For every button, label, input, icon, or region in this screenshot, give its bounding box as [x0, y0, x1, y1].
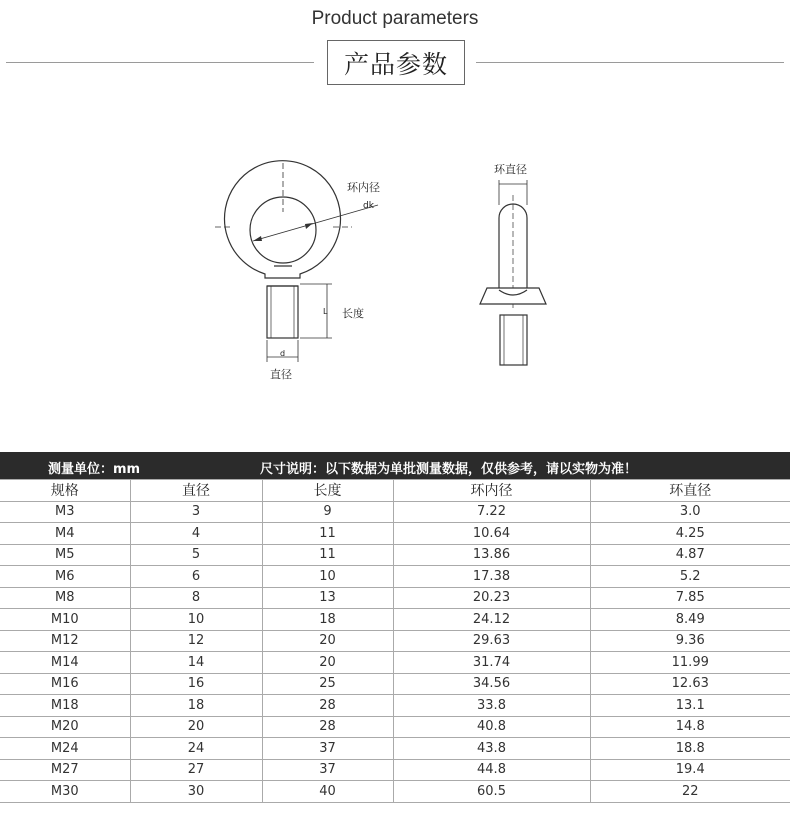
table-row: [0, 587, 790, 609]
cell-length: 28: [262, 716, 393, 738]
side-collar: [480, 288, 546, 304]
cell-spec: M24: [0, 738, 130, 760]
cell-ring-diameter: 11.99: [590, 652, 790, 674]
cell-ring-inner: 13.86: [393, 544, 590, 566]
cell-spec: M10: [0, 609, 130, 631]
cell-spec: M12: [0, 630, 130, 652]
table-row: [0, 609, 790, 631]
cell-diameter: 18: [130, 695, 262, 717]
eye-bolt-diagram: [0, 150, 790, 390]
label-L: L: [323, 307, 328, 316]
cell-ring-inner: 34.56: [393, 673, 590, 695]
cell-spec: M8: [0, 587, 130, 609]
parameter-table-section: [0, 452, 790, 803]
table-header-row: [0, 480, 790, 502]
cell-ring-diameter: 8.49: [590, 609, 790, 631]
cell-ring-diameter: 5.2: [590, 566, 790, 588]
cell-diameter: 6: [130, 566, 262, 588]
cell-ring-inner: 60.5: [393, 781, 590, 803]
cell-ring-diameter: 22: [590, 781, 790, 803]
cell-ring-inner: 40.8: [393, 716, 590, 738]
label-ring-diameter: 环直径: [494, 163, 527, 176]
title-chinese: 产品参数: [327, 40, 465, 85]
ring-outer: [224, 161, 340, 278]
table-row: [0, 781, 790, 803]
cell-ring-diameter: 3.0: [590, 501, 790, 523]
table-row: [0, 716, 790, 738]
cell-length: 28: [262, 695, 393, 717]
cell-diameter: 5: [130, 544, 262, 566]
cell-length: 9: [262, 501, 393, 523]
cell-ring-inner: 29.63: [393, 630, 590, 652]
label-d: d: [280, 349, 286, 358]
cell-diameter: 10: [130, 609, 262, 631]
cell-diameter: 27: [130, 759, 262, 781]
col-spec: 规格: [0, 480, 130, 502]
cell-ring-inner: 10.64: [393, 523, 590, 545]
title-divider-left: [6, 62, 314, 63]
cell-length: 37: [262, 738, 393, 760]
cell-ring-diameter: 18.8: [590, 738, 790, 760]
cell-ring-diameter: 19.4: [590, 759, 790, 781]
table-row: [0, 501, 790, 523]
table-row: [0, 523, 790, 545]
cell-ring-inner: 7.22: [393, 501, 590, 523]
cell-ring-diameter: 14.8: [590, 716, 790, 738]
cell-ring-inner: 17.38: [393, 566, 590, 588]
cell-length: 40: [262, 781, 393, 803]
cell-diameter: 24: [130, 738, 262, 760]
cell-ring-inner: 31.74: [393, 652, 590, 674]
measurement-unit: 测量单位：mm: [48, 462, 141, 477]
cell-ring-inner: 24.12: [393, 609, 590, 631]
cell-ring-diameter: 7.85: [590, 587, 790, 609]
cell-spec: M27: [0, 759, 130, 781]
shank: [267, 286, 298, 338]
parameter-table: [0, 479, 790, 803]
label-ring-inner: 环内径: [347, 181, 380, 194]
size-note: 尺寸说明：以下数据为单批测量数据，仅供参考，请以实物为准！: [260, 462, 638, 477]
cell-diameter: 3: [130, 501, 262, 523]
table-row: [0, 566, 790, 588]
col-diameter: 直径: [130, 480, 262, 502]
cell-ring-diameter: 13.1: [590, 695, 790, 717]
cell-diameter: 30: [130, 781, 262, 803]
cell-ring-diameter: 4.87: [590, 544, 790, 566]
table-row: [0, 630, 790, 652]
col-length: 长度: [262, 480, 393, 502]
col-ring-diameter: 环直径: [590, 480, 790, 502]
cell-ring-diameter: 9.36: [590, 630, 790, 652]
cell-ring-diameter: 12.63: [590, 673, 790, 695]
table-row: [0, 759, 790, 781]
cell-length: 20: [262, 652, 393, 674]
cell-diameter: 20: [130, 716, 262, 738]
cell-length: 20: [262, 630, 393, 652]
cell-spec: M6: [0, 566, 130, 588]
title-divider-right: [476, 62, 784, 63]
label-diameter: 直径: [270, 368, 292, 381]
table-row: [0, 673, 790, 695]
cell-ring-inner: 43.8: [393, 738, 590, 760]
cell-spec: M18: [0, 695, 130, 717]
cell-length: 11: [262, 544, 393, 566]
cell-length: 10: [262, 566, 393, 588]
table-row: [0, 652, 790, 674]
cell-spec: M3: [0, 501, 130, 523]
table-row: [0, 695, 790, 717]
label-length: 长度: [342, 307, 364, 320]
cell-length: 18: [262, 609, 393, 631]
table-header-bar: [0, 452, 790, 479]
table-row: [0, 738, 790, 760]
title-english: Product parameters: [311, 8, 479, 29]
cell-ring-inner: 20.23: [393, 587, 590, 609]
cell-length: 11: [262, 523, 393, 545]
cell-spec: M14: [0, 652, 130, 674]
cell-ring-inner: 33.8: [393, 695, 590, 717]
cell-diameter: 12: [130, 630, 262, 652]
cell-spec: M20: [0, 716, 130, 738]
cell-diameter: 8: [130, 587, 262, 609]
cell-spec: M4: [0, 523, 130, 545]
cell-length: 25: [262, 673, 393, 695]
label-dk: dk: [363, 201, 374, 211]
cell-ring-inner: 44.8: [393, 759, 590, 781]
cell-diameter: 4: [130, 523, 262, 545]
cell-spec: M16: [0, 673, 130, 695]
cell-ring-diameter: 4.25: [590, 523, 790, 545]
cell-diameter: 14: [130, 652, 262, 674]
cell-spec: M5: [0, 544, 130, 566]
table-row: [0, 544, 790, 566]
cell-length: 37: [262, 759, 393, 781]
cell-diameter: 16: [130, 673, 262, 695]
cell-spec: M30: [0, 781, 130, 803]
col-ring-inner: 环内径: [393, 480, 590, 502]
cell-length: 13: [262, 587, 393, 609]
